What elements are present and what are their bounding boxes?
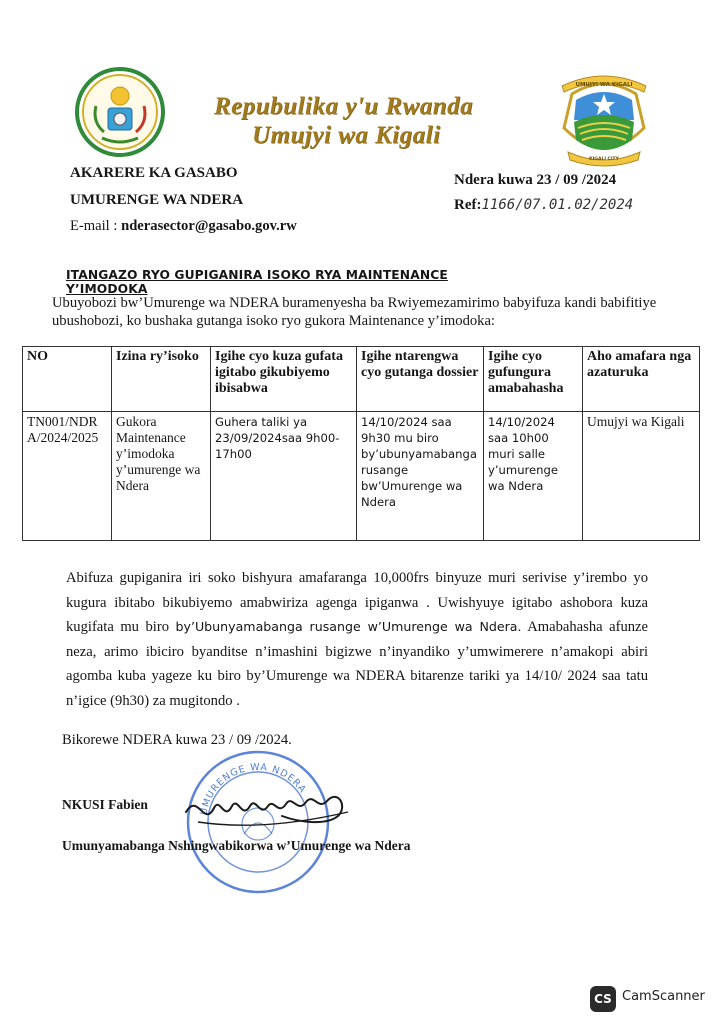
tender-table [22,346,700,541]
submission-deadline-cell: 14/10/2024 saa 9h30 mu biro by’ubunyamabanga rusange bw’Umurenge wa Ndera [357,412,484,541]
opening-time-cell: 14/10/2024 saa 10h00 muri salle y’umurenge wa Ndera [484,412,583,541]
notice-title: ITANGAZO RYO GUPIGANIRA ISOKO RYA MAINTENANCE Y’IMODOKA [66,268,448,296]
republic-title [214,92,534,150]
table-row [23,412,700,541]
body-text-1: Abifuza gupiganira iri soko bishyura amafaranga 10,000frs binyuze muri serivise y’irembo yo kugura ibitabo bikubiyemo amabwiriza agenga ipiganwa . Uwishyuye igitabo ashobora kuza kugifata mu biro [66,570,648,635]
republic-line-2: Umujyi wa Kigali [252,122,441,149]
email-value[interactable]: nderasector@gasabo.gov.rw [121,218,297,234]
table-header-cell: Igihe cyo kuza gufata igitabo gikubiyemo ibisabwa [211,347,357,412]
camscanner-label: CamScanner [622,989,705,1004]
tender-number-cell: TN001/NDRA/2024/2025 [23,412,112,541]
body-text-office: by’Ubunyamabanga rusange w’Umurenge wa Ndera. [175,619,522,634]
sector-name: UMURENGE WA NDERA [70,192,244,208]
reference-value-handwritten: 1166/07.01.02/2024 [481,197,634,213]
notice-intro: Ubuyobozi bw’Umurenge wa NDERA buramenyesha ba Rwiyemezamirimo babyifuza kandi babifitiye ubushobozi, ko bushaka gutanga isoko ryo gukora Maintenance y’imodoka: [52,295,657,329]
handwritten-signature [178,782,378,842]
rwanda-coat-of-arms-icon [74,66,166,158]
table-header-row [23,347,700,412]
camscanner-logo-icon: CS [590,986,616,1012]
emblem-bottom-text: KIGALI CITY [589,157,619,162]
table-header-cell: Izina ry’isoko [112,347,211,412]
reference-line [454,197,633,214]
email-line [70,218,297,235]
done-at-line: Bikorewe NDERA kuwa 23 / 09 /2024. [62,732,292,748]
body-text-2: Amabahasha afunze neza, arimo ibiciro byanditse n’imashini bigizwe n’inyandiko y’umwimerere n’amakopi abiri agomba kuba yageze ku biro by’Umurenge wa NDERA bitarenze tariki ya 14/10/ 2024 saa tatu n’igice (9h30) za mugitondo . [66,619,648,709]
stamp-text: UMURENGE WA NDERA [198,761,309,817]
tender-name-cell: Gukora Maintenance y’imodoka y’umurenge wa Ndera [112,412,211,541]
district-name: AKARERE KA GASABO [70,165,238,181]
table-header-cell: Aho amafara nga azaturuka [583,347,700,412]
pickup-period-cell: Guhera taliki ya 23/09/2024saa 9h00-17h00 [211,412,357,541]
table-header-cell: NO [23,347,112,412]
table-header-cell: Igihe cyo gufungura amabahasha [484,347,583,412]
signer-title: Umunyamabanga Nshingwabikorwa w’Umurenge wa Ndera [62,838,411,853]
table-header-cell: Igihe ntarengwa cyo gutanga dossier [357,347,484,412]
reference-label: Ref: [454,197,482,213]
republic-line-1: Repubulika y'u Rwanda [214,93,474,120]
emblem-top-text: UMUJYI WA KIGALI [575,82,633,88]
email-label: E-mail : [70,218,122,234]
funding-source-cell: Umujyi wa Kigali [583,412,700,541]
letter-date: Ndera kuwa 23 / 09 /2024 [454,172,617,188]
signer-name: NKUSI Fabien [62,797,148,812]
kigali-city-emblem-icon [552,68,656,172]
notice-body [66,566,648,713]
